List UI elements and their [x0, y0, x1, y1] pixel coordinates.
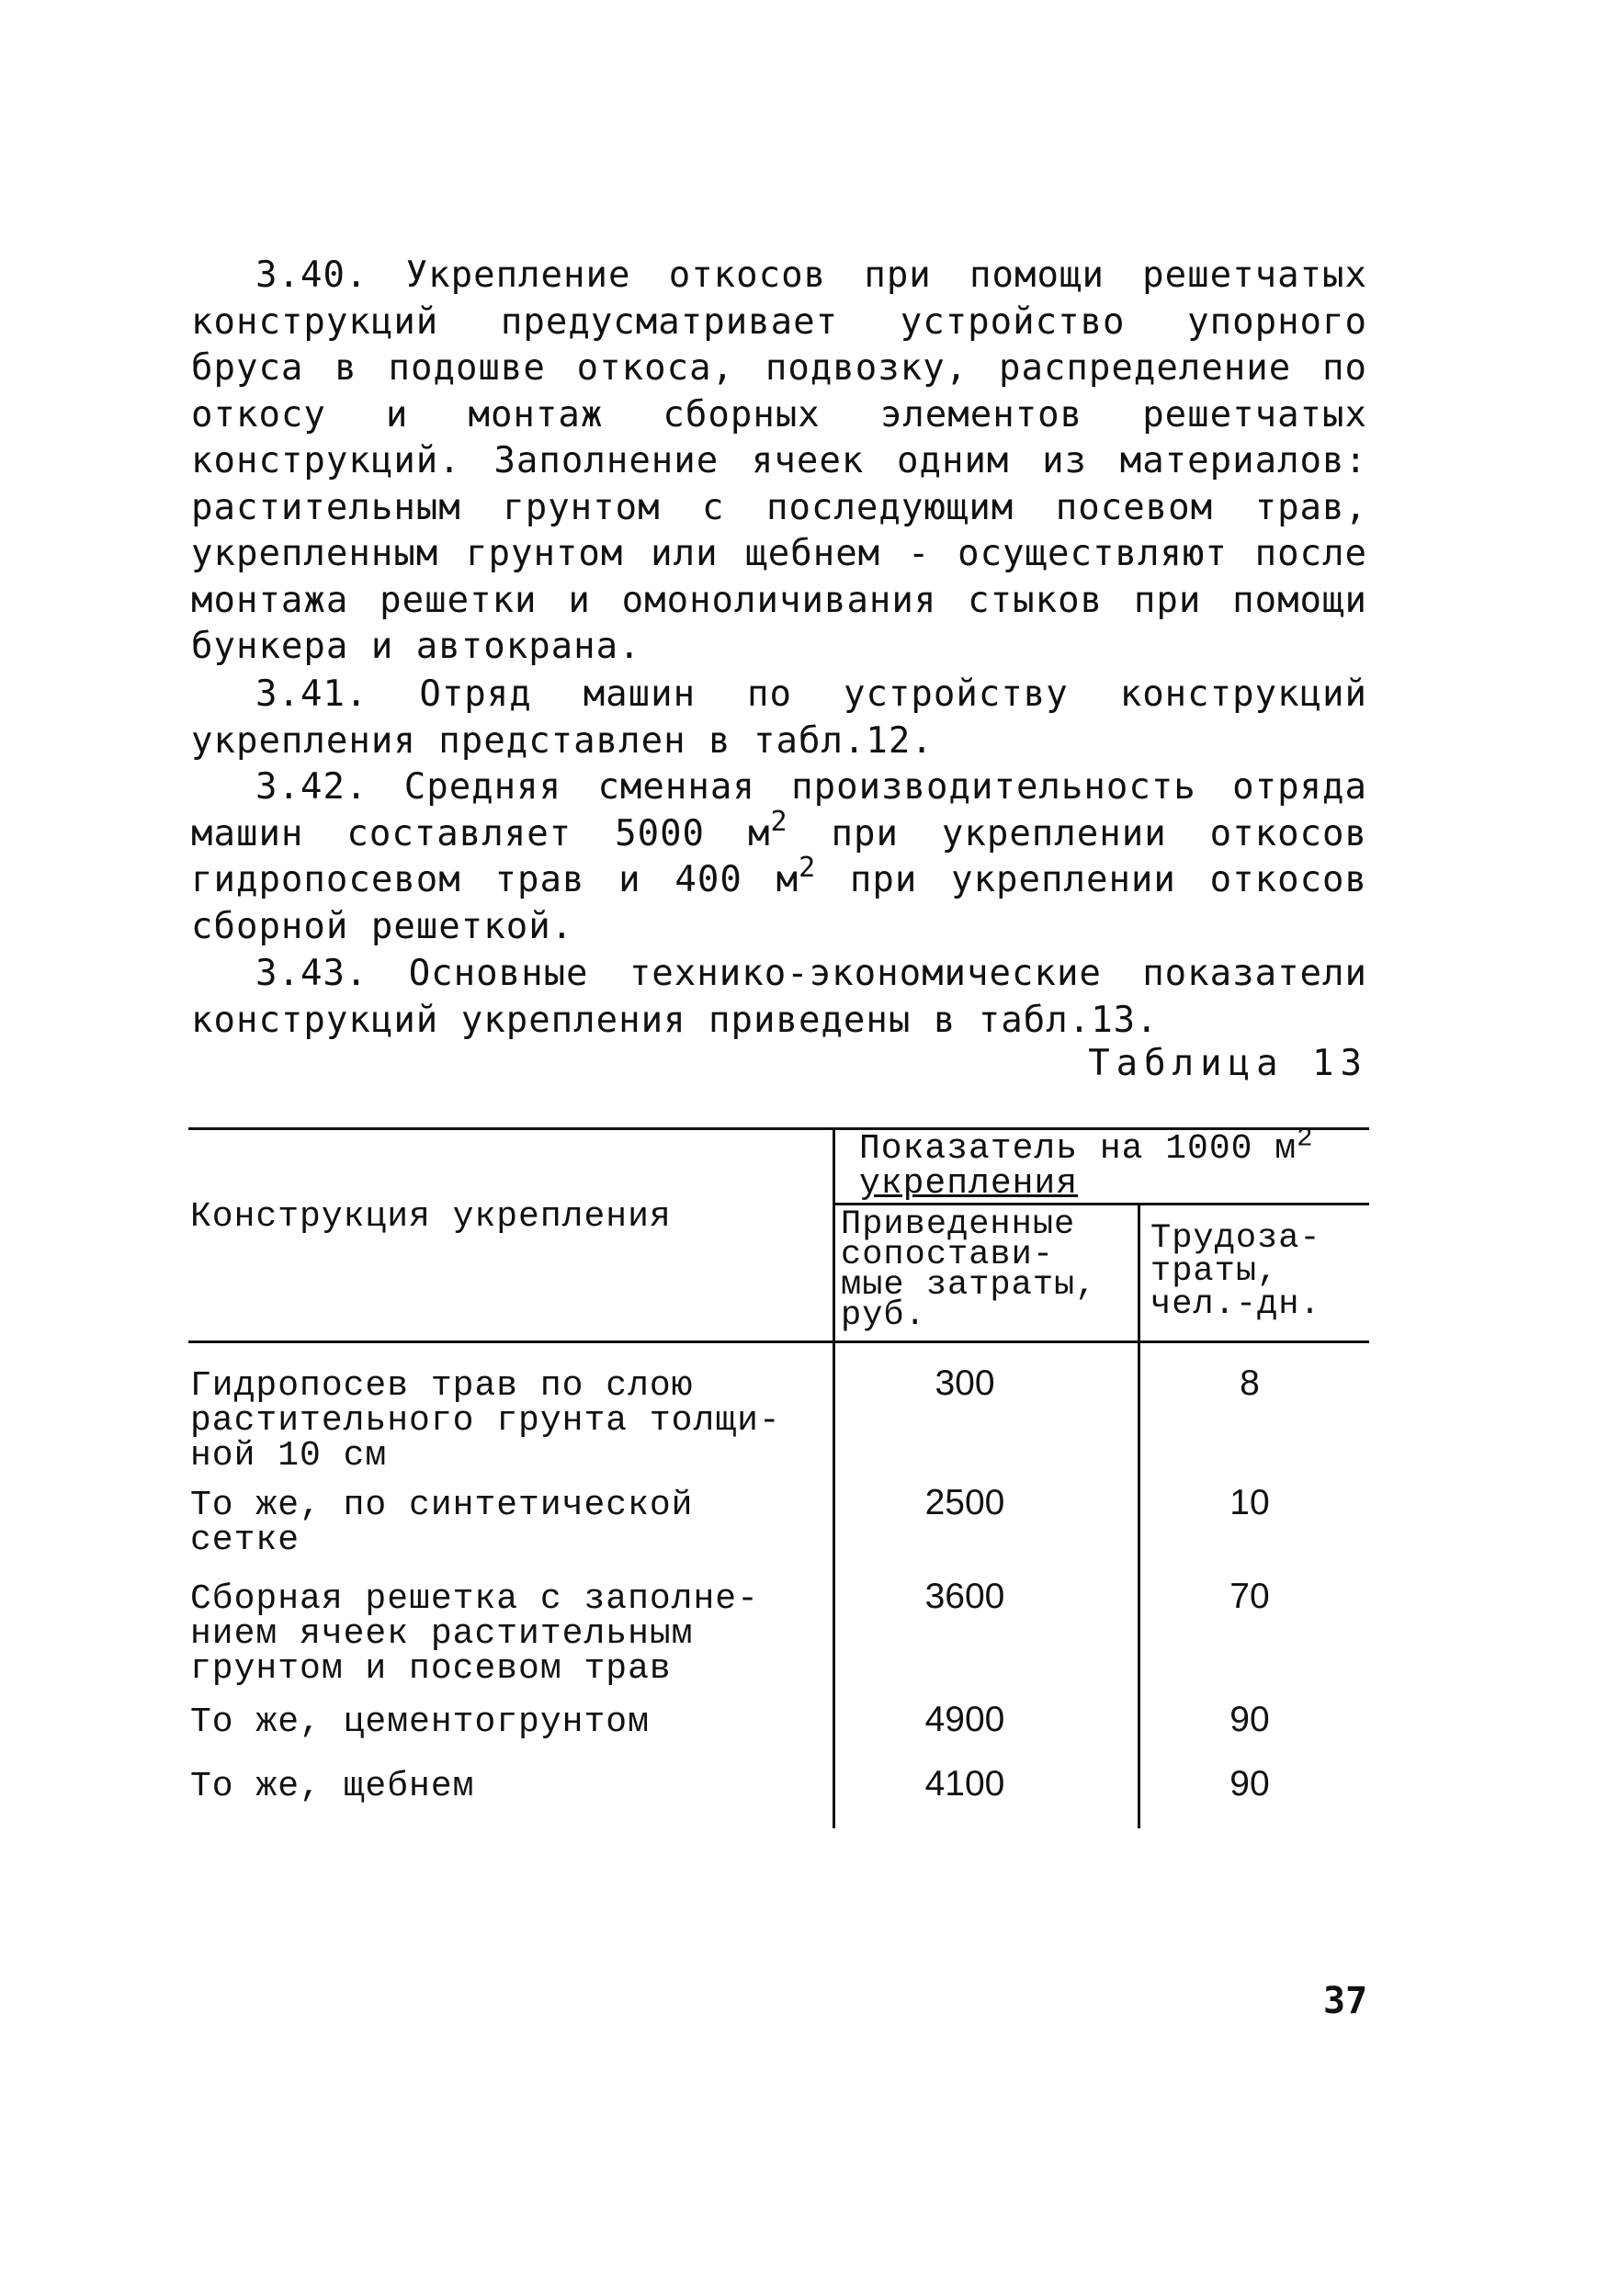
paragraph-3-42-part3: при укреплении откосов сборной решеткой.: [191, 859, 1368, 947]
paragraph-3-42: [191, 764, 1367, 950]
table-col-divider-2: [1138, 1203, 1140, 1828]
table-row-labor: 90: [1229, 1764, 1270, 1804]
header-indicator: [859, 1123, 1314, 1169]
table-col-divider-1: [833, 1127, 835, 1828]
table-row-labor: 10: [1229, 1483, 1270, 1522]
paragraph-3-42-part1: 3.42. Средняя сменная производительность отряда машин составляет 5000 м: [191, 766, 1367, 854]
superscript-2: 2: [799, 852, 817, 884]
table-row-labor: 8: [1240, 1363, 1260, 1403]
table-header-bottom-rule: [188, 1340, 1369, 1343]
table-row-cost: 4900: [924, 1700, 1005, 1739]
header-indicator-line2: укрепления: [859, 1164, 1079, 1204]
table-row-cost: 2500: [924, 1483, 1005, 1522]
paragraph-3-42-part2: при укреплении откосов гидропосевом трав и 400 м: [191, 812, 1367, 900]
header-cost: Приведенные сопостави- мые затраты, руб.: [841, 1205, 1097, 1335]
header-labor: Трудоза- траты, чел.-дн.: [1150, 1219, 1321, 1324]
header-indicator-text: Показатель на 1000 м: [859, 1129, 1297, 1169]
table-row-cost: 300: [935, 1363, 995, 1403]
table-row-cost: 4100: [924, 1764, 1005, 1804]
table-row-name: То же, цементогрунтом: [190, 1702, 650, 1742]
table-row-labor: 90: [1229, 1700, 1270, 1739]
paragraph-3-43: 3.43. Основные технико-экономические показатели конструкций укрепления приведены в табл.13.: [191, 953, 1367, 1041]
paragraph-3-41: 3.41. Отряд машин по устройству конструкций укрепления представлен в табл.12.: [191, 673, 1367, 762]
header-construction: Конструкция укрепления: [190, 1197, 672, 1237]
table-row-name: То же, щебнем: [190, 1767, 475, 1806]
superscript-2: 2: [770, 805, 788, 838]
table-row-labor: 70: [1229, 1577, 1270, 1616]
table-row-name: Гидропосев трав по слою растительного грунта толщи- ной 10 см: [190, 1366, 781, 1476]
header-indicator-sup: 2: [1297, 1123, 1314, 1154]
table-row-cost: 3600: [924, 1577, 1005, 1616]
table-caption: Таблица 13: [1088, 1043, 1368, 1084]
table-row-name: То же, по синтетической сетке: [190, 1486, 694, 1560]
table-row-name: Сборная решетка с заполне- нием ячеек растительным грунтом и посевом трав: [190, 1579, 759, 1689]
paragraph-3-40: 3.40. Укрепление откосов при помощи решетчатых конструкций предусматривает устройство упорного бруса в подошве откоса, подвозку, распределение по откосу и монтаж сборных элементов решетчатых конструкций. Заполнение ячеек одним из материалов: растительным грунтом с последующим посевом трав, укрепленным грунтом или щебнем - осуществляют после монтажа решетки и омоноличивания стыков при помощи бункера и автокрана.: [191, 254, 1367, 667]
page-number: 37: [1323, 1980, 1368, 2022]
